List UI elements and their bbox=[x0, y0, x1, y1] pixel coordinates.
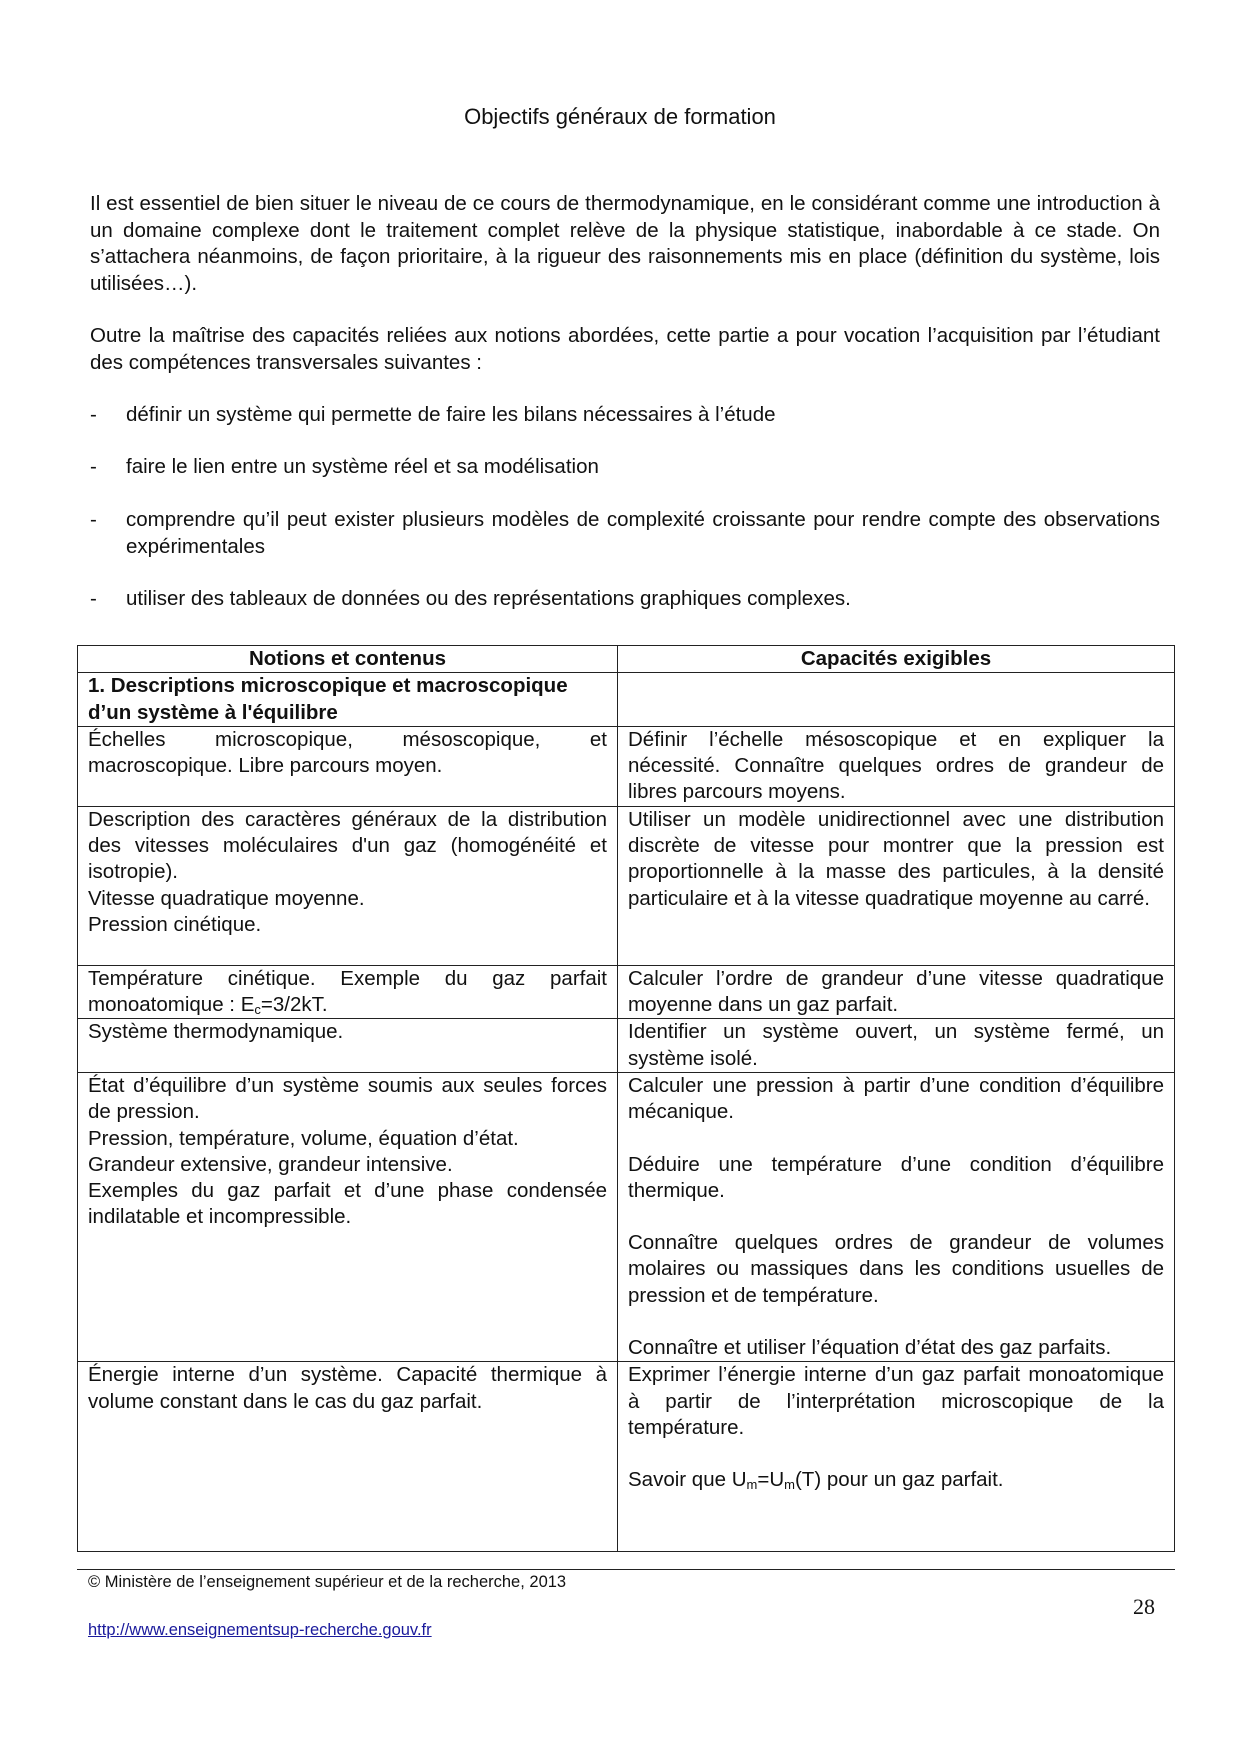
capacite-cell: Utiliser un modèle unidirectionnel avec une distribution discrète de vitesse pour montrer que la pression est proportionnelle à la masse des particules, à la densité particulaire et à la vitesse quadratique moyenne au carré. bbox=[618, 806, 1175, 965]
table-header-row bbox=[78, 646, 1175, 673]
bullet-item: - définir un système qui permette de faire les bilans nécessaires à l’étude bbox=[90, 403, 776, 426]
header-notions: Notions et contenus bbox=[78, 646, 618, 673]
table-row bbox=[78, 965, 1175, 1019]
section-title: 1. Descriptions microscopique et macroscopique d’un système à l'équilibre bbox=[78, 673, 618, 727]
table-section-row bbox=[78, 673, 1175, 727]
intro-paragraph-2: Outre la maîtrise des capacités reliées aux notions abordées, cette partie a pour vocation l’acquisition par l’étudiant des compétences transversales suivantes : bbox=[90, 324, 1160, 374]
page-number: 28 bbox=[1133, 1594, 1155, 1619]
bullet-item: - utiliser des tableaux de données ou des représentations graphiques complexes. bbox=[90, 587, 851, 610]
capacite-cell: Identifier un système ouvert, un système fermé, un système isolé. bbox=[618, 1019, 1175, 1073]
footer-url-link[interactable]: http://www.enseignementsup-recherche.gouv.fr bbox=[88, 1621, 432, 1639]
bullet-item: - comprendre qu’il peut exister plusieurs modèles de complexité croissante pour rendre compte des observations expérimentales bbox=[90, 508, 1160, 558]
table-row bbox=[78, 806, 1175, 965]
bullet-item: - faire le lien entre un système réel et sa modélisation bbox=[90, 455, 599, 478]
notion-cell: Température cinétique. Exemple du gaz parfait monoatomique : $E_c=3/2kT$. bbox=[78, 965, 618, 1019]
capacite-cell: Définir l’échelle mésoscopique et en expliquer la nécessité. Connaître quelques ordres de grandeur de libres parcours moyens. bbox=[618, 726, 1175, 806]
table-row bbox=[78, 1072, 1175, 1361]
table-row bbox=[78, 1019, 1175, 1073]
footer-divider bbox=[77, 1569, 1175, 1570]
header-capacites: Capacités exigibles bbox=[618, 646, 1175, 673]
program-table bbox=[77, 645, 1175, 1552]
capacite-cell: Calculer l’ordre de grandeur d’une vitesse quadratique moyenne dans un gaz parfait. bbox=[618, 965, 1175, 1019]
table-row bbox=[78, 726, 1175, 806]
notion-cell: État d’équilibre d’un système soumis aux seules forces de pression. Pression, température, volume, équation d’état. Grandeur extensive, grandeur intensive. Exemples du gaz parfait et d’une phase condensée indilatable et incompressible. bbox=[78, 1072, 618, 1361]
page-title: Objectifs généraux de formation bbox=[464, 104, 776, 129]
copyright-notice: © Ministère de l’enseignement supérieur et de la recherche, 2013 bbox=[88, 1573, 567, 1591]
table-row bbox=[78, 1362, 1175, 1552]
notion-cell: Énergie interne d’un système. Capacité thermique à volume constant dans le cas du gaz parfait. bbox=[78, 1362, 618, 1552]
notion-cell: Échelles microscopique, mésoscopique, et macroscopique. Libre parcours moyen. bbox=[78, 726, 618, 806]
capacite-cell: Exprimer l’énergie interne d’un gaz parfait monoatomique à partir de l’interprétation microscopique de la température. Savoir que $U_m=U_m(T)$ pour un gaz parfait. bbox=[618, 1362, 1175, 1552]
section-empty-cell bbox=[618, 673, 1175, 727]
capacite-cell: Calculer une pression à partir d’une condition d’équilibre mécanique. Déduire une température d’une condition d’équilibre thermique. Connaître quelques ordres de grandeur de volumes molaires ou massiques dans les conditions usuelles de pression et de température. Connaître et utiliser l’équation d’état des gaz parfaits. bbox=[618, 1072, 1175, 1361]
notion-cell: Description des caractères généraux de la distribution des vitesses moléculaires d'un gaz (homogénéité et isotropie). Vitesse quadratique moyenne. Pression cinétique. bbox=[78, 806, 618, 965]
notion-cell: Système thermodynamique. bbox=[78, 1019, 618, 1073]
intro-paragraph-1: Il est essentiel de bien situer le niveau de ce cours de thermodynamique, en le considérant comme une introduction à un domaine complexe dont le traitement complet relève de la physique statistique, inabordable à ce stade. On s’attachera néanmoins, de façon prioritaire, à la rigueur des raisonnements mis en place (définition du système, lois utilisées…). bbox=[90, 192, 1160, 295]
